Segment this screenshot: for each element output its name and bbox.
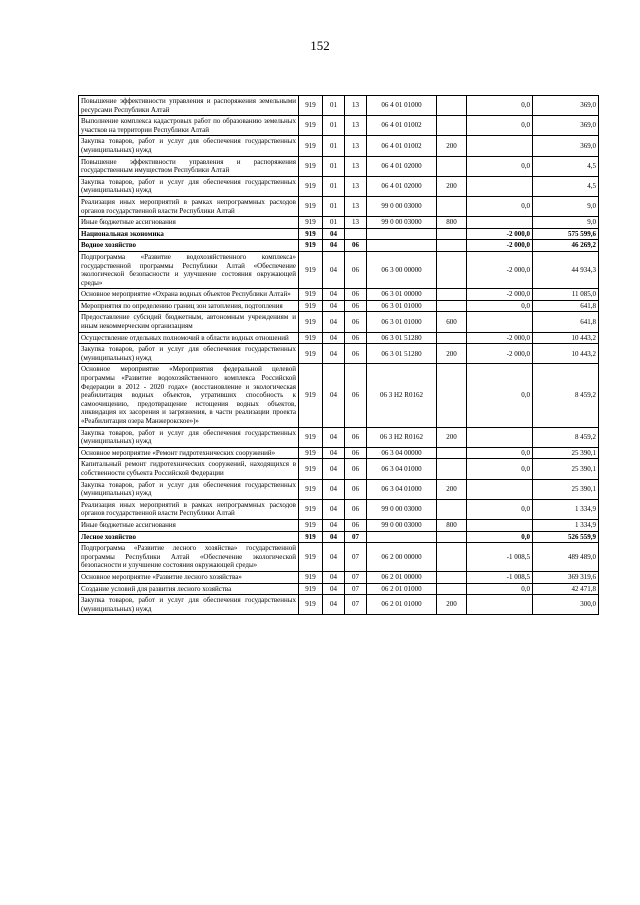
table-row: [79, 176, 599, 196]
cell-total: 575 599,6: [533, 228, 599, 240]
cell-section: 04: [323, 543, 345, 572]
cell-expense-type: 200: [437, 136, 467, 156]
cell-name: Повышение эффективности управления и распоряжения земельными ресурсами Республики Алтай: [79, 96, 299, 116]
cell-name: Водное хозяйство: [79, 240, 299, 252]
cell-total: 8 459,2: [533, 364, 599, 427]
table-row: [79, 217, 599, 229]
cell-subsection: 06: [345, 240, 367, 252]
cell-expense-type: [437, 156, 467, 176]
cell-subsection: 13: [345, 136, 367, 156]
table-row: [79, 116, 599, 136]
cell-grbs: 919: [299, 571, 323, 583]
cell-subsection: 13: [345, 156, 367, 176]
cell-section: 04: [323, 583, 345, 595]
table-row: [79, 251, 599, 288]
cell-name: Закупка товаров, работ и услуг для обеспечения государственных (муниципальных) нужд: [79, 427, 299, 447]
cell-subsection: 06: [345, 447, 367, 459]
cell-change: 0,0: [467, 300, 533, 312]
cell-subsection: 06: [345, 312, 367, 332]
cell-total: 369,0: [533, 136, 599, 156]
table-row: [79, 583, 599, 595]
cell-grbs: 919: [299, 217, 323, 229]
cell-target-article: 06 3 01 00000: [367, 289, 437, 301]
cell-total: 369,0: [533, 116, 599, 136]
cell-change: [467, 217, 533, 229]
cell-section: 04: [323, 312, 345, 332]
cell-target-article: 06 3 04 00000: [367, 447, 437, 459]
cell-subsection: 06: [345, 332, 367, 344]
cell-total: 25 390,1: [533, 459, 599, 479]
cell-subsection: 07: [345, 571, 367, 583]
cell-grbs: 919: [299, 447, 323, 459]
cell-section: 01: [323, 217, 345, 229]
cell-target-article: 06 3 01 01000: [367, 312, 437, 332]
cell-target-article: 06 4 01 01002: [367, 136, 437, 156]
cell-grbs: 919: [299, 196, 323, 216]
cell-change: 0,0: [467, 459, 533, 479]
cell-total: 11 085,0: [533, 289, 599, 301]
cell-change: 0,0: [467, 447, 533, 459]
table-row: [79, 543, 599, 572]
table-row: [79, 332, 599, 344]
cell-expense-type: [437, 583, 467, 595]
cell-expense-type: 800: [437, 519, 467, 531]
table-row: [79, 136, 599, 156]
cell-name: Реализация иных мероприятий в рамках непрограммных расходов органов государственной власти Республики Алтай: [79, 499, 299, 519]
cell-section: 04: [323, 479, 345, 499]
cell-change: 0,0: [467, 156, 533, 176]
cell-subsection: 13: [345, 217, 367, 229]
cell-name: Мероприятия по определению границ зон затопления, подтопления: [79, 300, 299, 312]
cell-grbs: 919: [299, 300, 323, 312]
cell-expense-type: 200: [437, 595, 467, 615]
cell-subsection: 06: [345, 364, 367, 427]
cell-grbs: 919: [299, 136, 323, 156]
cell-grbs: 919: [299, 583, 323, 595]
cell-change: -2 000,0: [467, 332, 533, 344]
cell-total: 1 334,9: [533, 499, 599, 519]
cell-name: Закупка товаров, работ и услуг для обеспечения государственных (муниципальных) нужд: [79, 479, 299, 499]
table-row: [79, 156, 599, 176]
cell-grbs: 919: [299, 116, 323, 136]
cell-section: 04: [323, 519, 345, 531]
cell-target-article: 06 3 00 00000: [367, 251, 437, 288]
cell-change: -1 008,5: [467, 543, 533, 572]
cell-change: [467, 479, 533, 499]
cell-grbs: 919: [299, 228, 323, 240]
cell-target-article: 06 2 00 00000: [367, 543, 437, 572]
cell-name: Создание условий для развития лесного хозяйства: [79, 583, 299, 595]
cell-grbs: 919: [299, 156, 323, 176]
cell-target-article: [367, 531, 437, 543]
cell-expense-type: [437, 447, 467, 459]
cell-grbs: 919: [299, 289, 323, 301]
cell-name: Повышение эффективности управления и распоряжения государственным имуществом Республики Алтай: [79, 156, 299, 176]
cell-grbs: 919: [299, 543, 323, 572]
cell-change: 0,0: [467, 531, 533, 543]
table-row: [79, 228, 599, 240]
cell-section: 04: [323, 571, 345, 583]
cell-name: Иные бюджетные ассигнования: [79, 519, 299, 531]
cell-name: Закупка товаров, работ и услуг для обеспечения государственных (муниципальных) нужд: [79, 136, 299, 156]
cell-name: Основное мероприятие «Мероприятия федеральной целевой программы «Развитие водохозяйственного комплекса Российской Федерации в 2012 - 2020 годах» (восстановление и экологическая реабилитация водных объектов, утративших способность к самоочищению, предотвращение истощения водных объектов, ликвидация их засорения и загрязнения, в части реализации проекта «Реабилитация озера Манжерокское»)»: [79, 364, 299, 427]
cell-section: 04: [323, 595, 345, 615]
cell-expense-type: [437, 96, 467, 116]
cell-grbs: 919: [299, 427, 323, 447]
table-row: [79, 196, 599, 216]
cell-subsection: 06: [345, 251, 367, 288]
cell-section: 04: [323, 447, 345, 459]
cell-name: Иные бюджетные ассигнования: [79, 217, 299, 229]
cell-grbs: 919: [299, 332, 323, 344]
table-row: [79, 289, 599, 301]
cell-target-article: 06 3 01 01000: [367, 300, 437, 312]
cell-expense-type: [437, 240, 467, 252]
cell-change: [467, 595, 533, 615]
cell-total: 369 319,6: [533, 571, 599, 583]
cell-change: -2 000,0: [467, 228, 533, 240]
cell-target-article: 06 3 Н2 R0162: [367, 427, 437, 447]
cell-section: 04: [323, 364, 345, 427]
cell-name: Основное мероприятие «Развитие лесного хозяйства»: [79, 571, 299, 583]
cell-total: 4,5: [533, 156, 599, 176]
cell-change: -1 008,5: [467, 571, 533, 583]
cell-name: Капитальный ремонт гидротехнических сооружений, находящихся в собственности субъекта Российской Федерации: [79, 459, 299, 479]
table-row: [79, 240, 599, 252]
cell-name: Подпрограмма «Развитие водохозяйственного комплекса» государственной программы Республики Алтай «Обеспечение экологической безопасности и улучшение состояния окружающей среды»: [79, 251, 299, 288]
cell-section: 01: [323, 136, 345, 156]
cell-expense-type: 200: [437, 344, 467, 364]
cell-target-article: 06 2 01 00000: [367, 571, 437, 583]
cell-expense-type: [437, 332, 467, 344]
cell-target-article: 06 4 01 02000: [367, 176, 437, 196]
cell-subsection: 06: [345, 459, 367, 479]
cell-grbs: 919: [299, 531, 323, 543]
cell-total: 42 471,8: [533, 583, 599, 595]
cell-grbs: 919: [299, 251, 323, 288]
table-row: [79, 595, 599, 615]
cell-total: 641,8: [533, 312, 599, 332]
cell-target-article: 06 4 01 01000: [367, 96, 437, 116]
cell-change: 0,0: [467, 196, 533, 216]
cell-change: 0,0: [467, 116, 533, 136]
budget-table: [78, 95, 599, 615]
cell-change: [467, 427, 533, 447]
cell-subsection: 07: [345, 531, 367, 543]
table-row: [79, 531, 599, 543]
cell-name: Реализация иных мероприятий в рамках непрограммных расходов органов государственной власти Республики Алтай: [79, 196, 299, 216]
cell-section: 04: [323, 332, 345, 344]
cell-subsection: 06: [345, 479, 367, 499]
cell-total: 641,8: [533, 300, 599, 312]
table-row: [79, 479, 599, 499]
cell-name: Подпрограмма «Развитие лесного хозяйства» государственной программы Республики Алтай «Обеспечение экологической безопасности и улучшение состояния окружающей среды»: [79, 543, 299, 572]
cell-change: [467, 176, 533, 196]
cell-section: 04: [323, 531, 345, 543]
cell-change: [467, 136, 533, 156]
table-row: [79, 499, 599, 519]
cell-target-article: 06 3 01 51280: [367, 344, 437, 364]
cell-target-article: 06 3 04 01000: [367, 459, 437, 479]
cell-target-article: 99 0 00 03000: [367, 217, 437, 229]
cell-section: 04: [323, 499, 345, 519]
cell-expense-type: [437, 116, 467, 136]
cell-total: 369,0: [533, 96, 599, 116]
cell-grbs: 919: [299, 176, 323, 196]
cell-name: Основное мероприятие «Ремонт гидротехнических сооружений»: [79, 447, 299, 459]
cell-name: Основное мероприятие «Охрана водных объектов Республики Алтай»: [79, 289, 299, 301]
cell-section: 01: [323, 96, 345, 116]
cell-section: 04: [323, 228, 345, 240]
cell-subsection: 06: [345, 427, 367, 447]
cell-target-article: 99 0 00 03000: [367, 519, 437, 531]
table-row: [79, 571, 599, 583]
cell-change: -2 000,0: [467, 344, 533, 364]
table-row: [79, 459, 599, 479]
cell-expense-type: [437, 228, 467, 240]
table-row: [79, 519, 599, 531]
cell-name: Выполнение комплекса кадастровых работ по образованию земельных участков на территории Республики Алтай: [79, 116, 299, 136]
cell-target-article: 06 3 04 01000: [367, 479, 437, 499]
cell-total: 9,0: [533, 217, 599, 229]
cell-grbs: 919: [299, 499, 323, 519]
table-row: [79, 427, 599, 447]
cell-grbs: 919: [299, 312, 323, 332]
cell-target-article: 06 2 01 01000: [367, 583, 437, 595]
cell-expense-type: [437, 364, 467, 427]
cell-subsection: 06: [345, 519, 367, 531]
cell-total: 526 559,9: [533, 531, 599, 543]
cell-expense-type: [437, 531, 467, 543]
cell-section: 04: [323, 251, 345, 288]
cell-total: 8 459,2: [533, 427, 599, 447]
cell-name: Осуществление отдельных полномочий в области водных отношений: [79, 332, 299, 344]
cell-subsection: 07: [345, 583, 367, 595]
table-row: [79, 447, 599, 459]
cell-name: Предоставление субсидий бюджетным, автономным учреждениям и иным некоммерческим организациям: [79, 312, 299, 332]
cell-expense-type: 200: [437, 479, 467, 499]
cell-target-article: 99 0 00 03000: [367, 196, 437, 216]
cell-subsection: 07: [345, 543, 367, 572]
cell-expense-type: [437, 289, 467, 301]
table-row: [79, 300, 599, 312]
cell-subsection: 06: [345, 499, 367, 519]
cell-expense-type: 800: [437, 217, 467, 229]
cell-change: 0,0: [467, 96, 533, 116]
cell-change: -2 000,0: [467, 289, 533, 301]
cell-total: 25 390,1: [533, 447, 599, 459]
cell-expense-type: [437, 499, 467, 519]
cell-expense-type: [437, 459, 467, 479]
cell-name: Национальная экономика: [79, 228, 299, 240]
cell-grbs: 919: [299, 519, 323, 531]
cell-expense-type: [437, 543, 467, 572]
cell-target-article: [367, 228, 437, 240]
cell-expense-type: 600: [437, 312, 467, 332]
cell-grbs: 919: [299, 344, 323, 364]
cell-subsection: 07: [345, 595, 367, 615]
cell-target-article: 06 2 01 01000: [367, 595, 437, 615]
cell-total: 1 334,9: [533, 519, 599, 531]
cell-target-article: 99 0 00 03000: [367, 499, 437, 519]
cell-expense-type: 200: [437, 427, 467, 447]
cell-subsection: 06: [345, 289, 367, 301]
cell-subsection: [345, 228, 367, 240]
cell-total: 46 269,2: [533, 240, 599, 252]
cell-subsection: 13: [345, 116, 367, 136]
cell-name: Лесное хозяйство: [79, 531, 299, 543]
page-number: 152: [310, 38, 330, 53]
cell-total: 25 390,1: [533, 479, 599, 499]
cell-section: 04: [323, 300, 345, 312]
cell-subsection: 13: [345, 196, 367, 216]
cell-target-article: [367, 240, 437, 252]
cell-total: 10 443,2: [533, 344, 599, 364]
cell-section: 01: [323, 116, 345, 136]
cell-change: [467, 312, 533, 332]
cell-section: 01: [323, 196, 345, 216]
table-row: [79, 364, 599, 427]
cell-section: 04: [323, 289, 345, 301]
cell-grbs: 919: [299, 364, 323, 427]
cell-section: 04: [323, 427, 345, 447]
cell-grbs: 919: [299, 96, 323, 116]
cell-grbs: 919: [299, 479, 323, 499]
cell-total: 9,0: [533, 196, 599, 216]
cell-total: 44 934,3: [533, 251, 599, 288]
cell-expense-type: [437, 251, 467, 288]
cell-name: Закупка товаров, работ и услуг для обеспечения государственных (муниципальных) нужд: [79, 344, 299, 364]
cell-subsection: 06: [345, 300, 367, 312]
cell-total: 489 489,0: [533, 543, 599, 572]
cell-subsection: 13: [345, 176, 367, 196]
cell-expense-type: [437, 571, 467, 583]
cell-total: 300,0: [533, 595, 599, 615]
cell-section: 01: [323, 176, 345, 196]
cell-section: 01: [323, 156, 345, 176]
cell-name: Закупка товаров, работ и услуг для обеспечения государственных (муниципальных) нужд: [79, 595, 299, 615]
cell-total: 10 443,2: [533, 332, 599, 344]
cell-change: 0,0: [467, 364, 533, 427]
table-row: [79, 312, 599, 332]
cell-section: 04: [323, 459, 345, 479]
cell-expense-type: [437, 300, 467, 312]
cell-grbs: 919: [299, 459, 323, 479]
cell-target-article: 06 4 01 01002: [367, 116, 437, 136]
cell-subsection: 13: [345, 96, 367, 116]
cell-total: 4,5: [533, 176, 599, 196]
cell-change: -2 000,0: [467, 240, 533, 252]
cell-name: Закупка товаров, работ и услуг для обеспечения государственных (муниципальных) нужд: [79, 176, 299, 196]
cell-grbs: 919: [299, 240, 323, 252]
cell-change: -2 000,0: [467, 251, 533, 288]
cell-change: [467, 519, 533, 531]
table-row: [79, 344, 599, 364]
cell-change: 0,0: [467, 499, 533, 519]
cell-target-article: 06 3 Н2 R0162: [367, 364, 437, 427]
cell-subsection: 06: [345, 344, 367, 364]
cell-section: 04: [323, 344, 345, 364]
cell-expense-type: 200: [437, 176, 467, 196]
table-row: [79, 96, 599, 116]
cell-target-article: 06 3 01 51280: [367, 332, 437, 344]
cell-change: 0,0: [467, 583, 533, 595]
cell-grbs: 919: [299, 595, 323, 615]
cell-target-article: 06 4 01 02000: [367, 156, 437, 176]
cell-section: 04: [323, 240, 345, 252]
cell-expense-type: [437, 196, 467, 216]
